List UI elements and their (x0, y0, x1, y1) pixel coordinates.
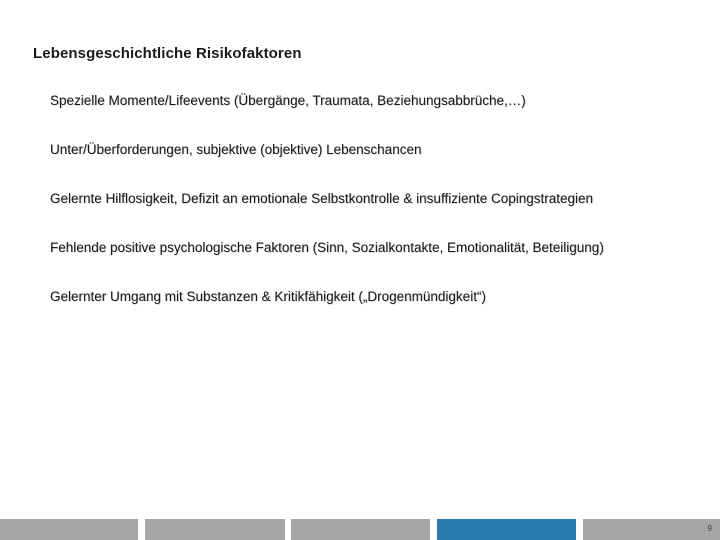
footer-segment-active (437, 519, 576, 540)
bullet-item: Spezielle Momente/Lifeevents (Übergänge, Traumata, Beziehungsabbrüche,…) (50, 93, 526, 108)
bullet-item: Unter/Überforderungen, subjektive (objektive) Lebenschancen (50, 142, 422, 157)
footer-bar (0, 519, 720, 540)
bullet-item: Fehlende positive psychologische Faktoren (Sinn, Sozialkontakte, Emotionalität, Beteiligung) (50, 240, 604, 255)
bullet-list (50, 93, 604, 338)
page-number: 9 (707, 524, 712, 533)
slide-title: Lebensgeschichtliche Risikofaktoren (33, 45, 302, 62)
footer-segment-1 (0, 519, 138, 540)
footer-segment-2 (145, 519, 285, 540)
footer-segment-6 (583, 519, 720, 540)
bullet-item: Gelernter Umgang mit Substanzen & Kritikfähigkeit („Drogenmündigkeit“) (50, 289, 486, 304)
footer-segment-3 (291, 519, 430, 540)
bullet-item: Gelernte Hilflosigkeit, Defizit an emotionale Selbstkontrolle & insuffiziente Copingstrategien (50, 191, 594, 206)
